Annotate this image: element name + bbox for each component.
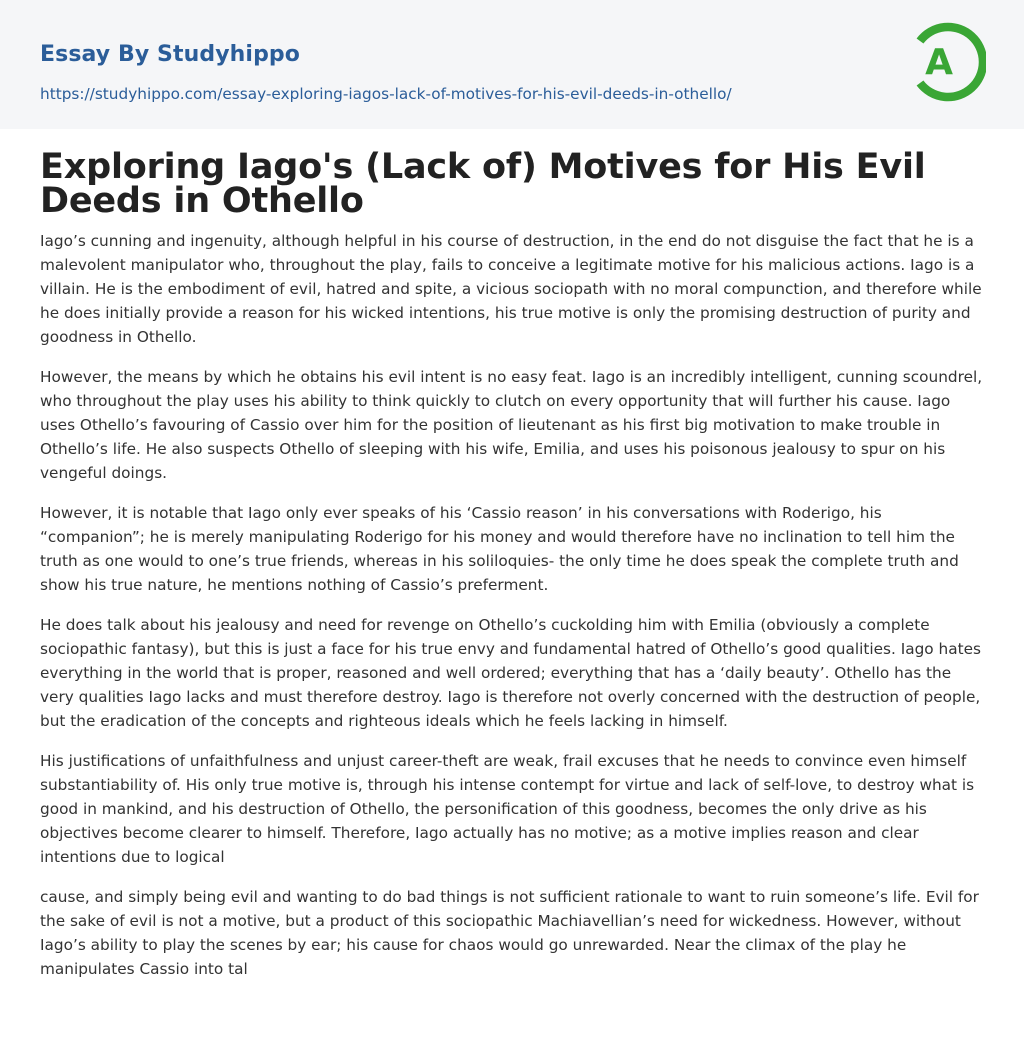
page-header bbox=[0, 0, 1024, 129]
site-brand[interactable]: Essay By Studyhippo bbox=[40, 42, 300, 67]
article-paragraph: He does talk about his jealousy and need for revenge on Othello’s cuckolding him with Emilia (obviously a complete sociopathic fantasy), but this is just a face for his true envy and fundamental hatred of Othello’s good qualities. Iago hates everything in the world that is proper, reasoned and well ordered; everything that has a ‘daily beauty’. Othello has the very qualities Iago lacks and must therefore destroy. Iago is therefore not overly concerned with the destruction of people, but the eradication of the concepts and righteous ideals which he feels lacking in himself. bbox=[40, 616, 981, 730]
studyhippo-logo-icon[interactable] bbox=[912, 19, 986, 105]
essay-url-link[interactable]: https://studyhippo.com/essay-exploring-iagos-lack-of-motives-for-his-evil-deeds-in-othello/ bbox=[40, 85, 732, 103]
article-paragraph: His justifications of unfaithfulness and unjust career-theft are weak, frail excuses that he needs to convince even himself substantiability of. His only true motive is, through his intense contempt for virtue and lack of self-love, to destroy what is good in mankind, and his destruction of Othello, the personification of this goodness, becomes the only drive as his objectives become clearer to himself. Therefore, Iago actually has no motive; as a motive implies reason and clear intentions due to logical bbox=[40, 752, 975, 866]
article-paragraph: However, the means by which he obtains his evil intent is no easy feat. Iago is an incredibly intelligent, cunning scoundrel, who throughout the play uses his ability to think quickly to clutch on every opportunity that will further his cause. Iago uses Othello’s favouring of Cassio over him for the position of lieutenant as his first big motivation to make trouble in Othello’s life. He also suspects Othello of sleeping with his wife, Emilia, and uses his poisonous jealousy to spur on his vengeful doings. bbox=[40, 368, 983, 482]
logo-letter: A bbox=[925, 42, 953, 83]
article-title: Exploring Iago's (Lack of) Motives for His Evil Deeds in Othello bbox=[40, 147, 926, 221]
article-paragraph: Iago’s cunning and ingenuity, although helpful in his course of destruction, in the end do not disguise the fact that he is a malevolent manipulator who, throughout the play, fails to conceive a legitimate motive for his malicious actions. Iago is a villain. He is the embodiment of evil, hatred and spite, a vicious sociopath with no moral compunction, and therefore while he does initially provide a reason for his wicked intentions, his true motive is only the promising destruction of purity and goodness in Othello. bbox=[40, 232, 982, 346]
article-paragraph: cause, and simply being evil and wanting to do bad things is not sufficient rationale to want to ruin someone’s life. Evil for the sake of evil is not a motive, but a product of this sociopathic Machiavellian’s need for wickedness. However, without Iago’s ability to play the scenes by ear; his cause for chaos would go unrewarded. Near the climax of the play he manipulates Cassio into tal bbox=[40, 888, 979, 978]
article-content bbox=[0, 147, 1024, 981]
article-paragraph: However, it is notable that Iago only ever speaks of his ‘Cassio reason’ in his conversations with Roderigo, his “companion”; he is merely manipulating Roderigo for his money and would therefore have no inclination to tell him the truth as one would to one’s true friends, whereas in his soliloquies- the only time he does speak the complete truth and show his true nature, he mentions nothing of Cassio’s preferment. bbox=[40, 504, 959, 594]
